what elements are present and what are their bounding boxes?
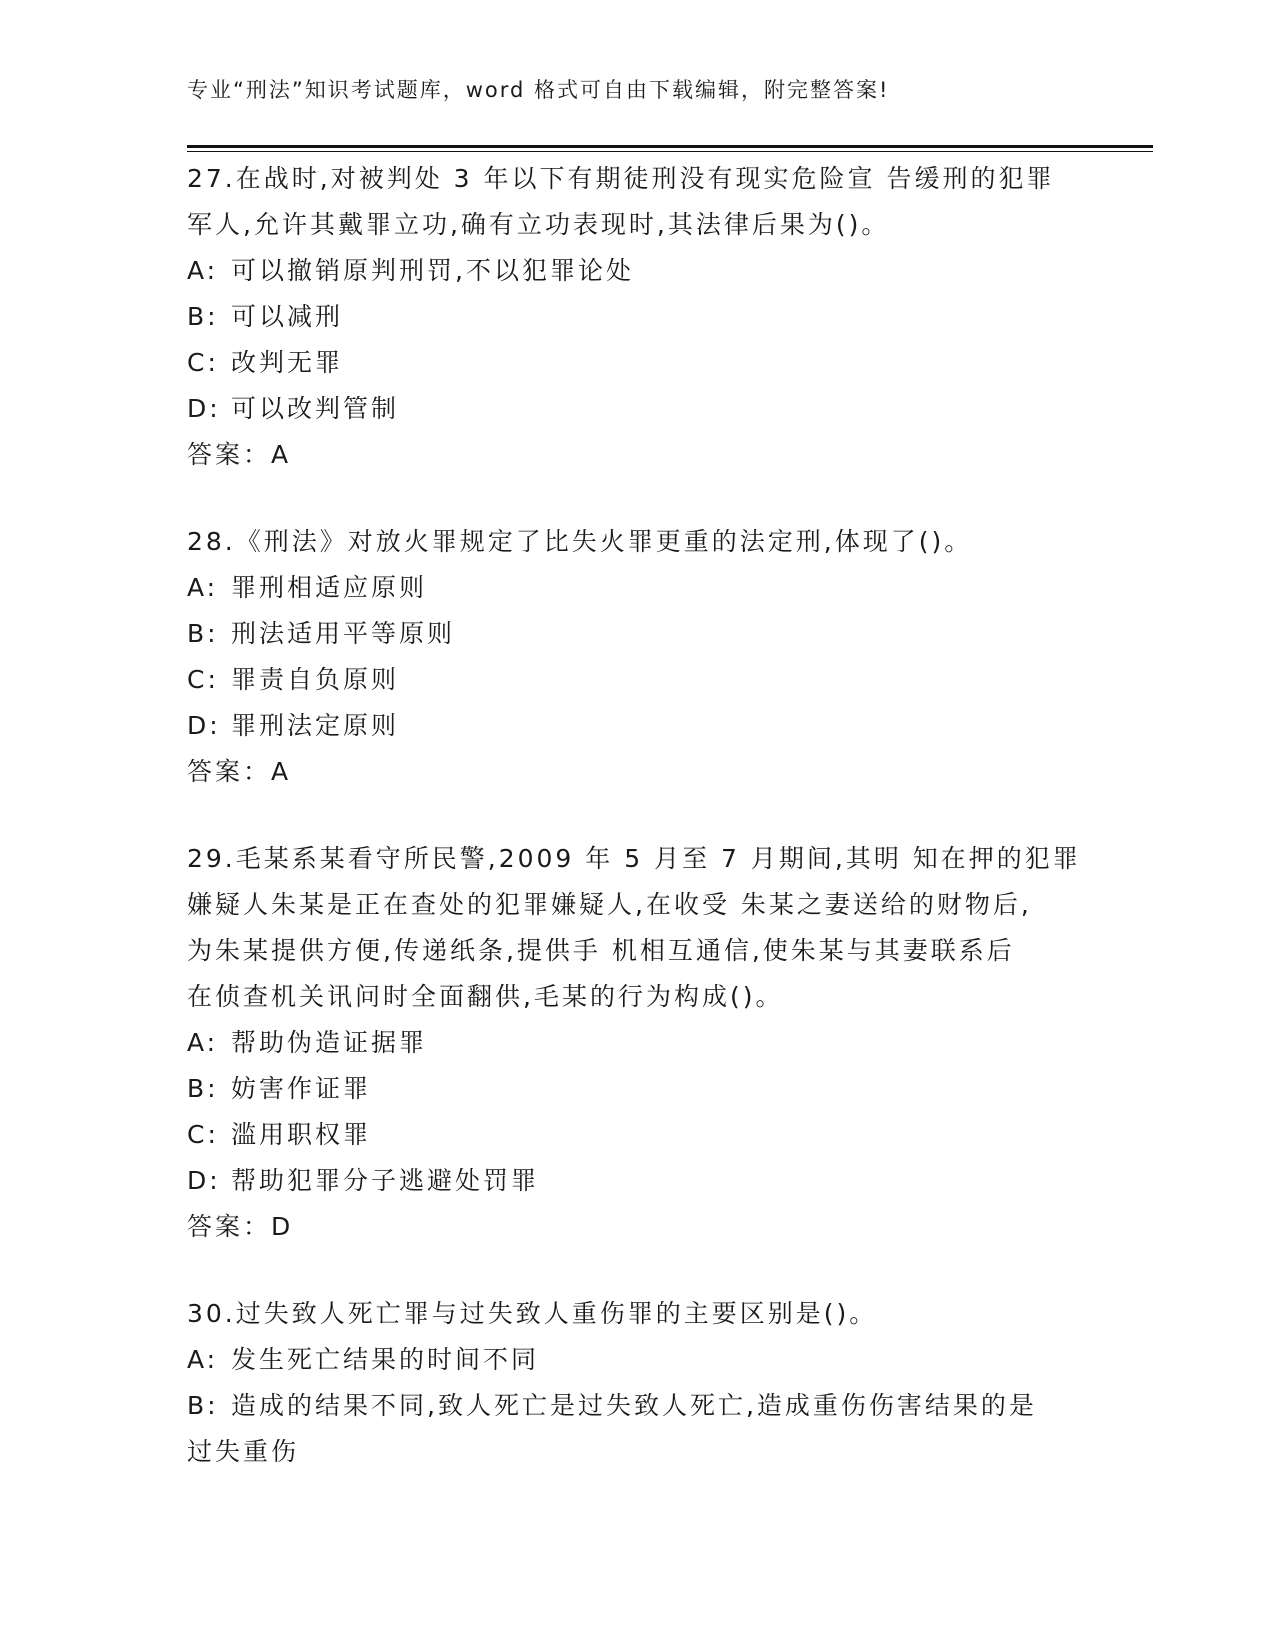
option-key: A:: [187, 1345, 219, 1374]
option-a: [187, 248, 1087, 294]
question-stem-line: 30.过失致人死亡罪与过失致人重伤罪的主要区别是()。: [187, 1299, 878, 1328]
option-text: 改判无罪: [231, 348, 344, 377]
option-text: 可以撤销原判刑罚,不以犯罪论处: [231, 256, 634, 285]
answer-value: A: [271, 757, 292, 786]
option-key: A:: [187, 1028, 219, 1057]
option-key: A:: [187, 256, 219, 285]
answer-line: [187, 432, 1087, 478]
option-a: [187, 1337, 1087, 1383]
question-28: [187, 519, 1087, 795]
option-text: 发生死亡结果的时间不同: [231, 1345, 540, 1374]
option-c: [187, 657, 1087, 703]
option-a: [187, 565, 1087, 611]
option-text: 滥用职权罪: [231, 1120, 372, 1149]
option-text: 罪责自负原则: [231, 665, 400, 694]
question-stem-line: 28.《刑法》对放火罪规定了比失火罪更重的法定刑,体现了()。: [187, 527, 973, 556]
option-text: 刑法适用平等原则: [231, 619, 456, 648]
option-c: [187, 340, 1087, 386]
option-text: 妨害作证罪: [231, 1074, 372, 1103]
question-30: [187, 1291, 1087, 1475]
question-stem-line: 嫌疑人朱某是正在查处的犯罪嫌疑人,在收受 朱某之妻送给的财物后,: [187, 890, 1032, 919]
option-key: C:: [187, 348, 219, 377]
option-key: A:: [187, 573, 219, 602]
document-header: 专业“刑法”知识考试题库，word 格式可自由下载编辑，附完整答案!: [187, 78, 890, 102]
answer-value: D: [271, 1212, 294, 1241]
header-rule-thin: [187, 151, 1153, 152]
option-key: D:: [187, 394, 221, 423]
question-27: [187, 156, 1087, 478]
option-key: D:: [187, 711, 221, 740]
question-list: [187, 156, 1087, 1516]
option-d: [187, 703, 1087, 749]
option-text: 罪刑法定原则: [231, 711, 400, 740]
option-key: C:: [187, 665, 219, 694]
option-text: 造成的结果不同,致人死亡是过失致人死亡,造成重伤伤害结果的是: [231, 1391, 1037, 1420]
option-b: [187, 1383, 1087, 1429]
question-stem-line: 29.毛某系某看守所民警,2009 年 5 月至 7 月期间,其明 知在押的犯罪: [187, 844, 1081, 873]
option-key: D:: [187, 1166, 221, 1195]
question-stem-line: 军人,允许其戴罪立功,确有立功表现时,其法律后果为()。: [187, 210, 890, 239]
option-b: [187, 1066, 1087, 1112]
question-stem-line: 27.在战时,对被判处 3 年以下有期徒刑没有现实危险宣 告缓刑的犯罪: [187, 164, 1055, 193]
option-text: 罪刑相适应原则: [231, 573, 428, 602]
option-a: [187, 1020, 1087, 1066]
question-stem-line: 在侦查机关讯问时全面翻供,毛某的行为构成()。: [187, 982, 784, 1011]
option-text: 可以改判管制: [231, 394, 400, 423]
option-key: B:: [187, 1074, 219, 1103]
option-b: [187, 294, 1087, 340]
question-29: [187, 836, 1087, 1250]
question-stem-line: 为朱某提供方便,传递纸条,提供手 机相互通信,使朱某与其妻联系后: [187, 936, 1015, 965]
option-key: B:: [187, 619, 219, 648]
answer-line: [187, 1204, 1087, 1250]
answer-label: 答案：: [187, 757, 272, 786]
answer-line: [187, 749, 1087, 795]
option-continuation-line: 过失重伤: [187, 1437, 300, 1466]
option-d: [187, 1158, 1087, 1204]
option-text: 帮助伪造证据罪: [231, 1028, 428, 1057]
answer-value: A: [271, 440, 292, 469]
option-c: [187, 1112, 1087, 1158]
header-rule-thick: [187, 145, 1153, 148]
option-key: B:: [187, 302, 219, 331]
option-key: B:: [187, 1391, 219, 1420]
answer-label: 答案：: [187, 440, 272, 469]
option-text: 帮助犯罪分子逃避处罚罪: [231, 1166, 540, 1195]
option-d: [187, 386, 1087, 432]
answer-label: 答案：: [187, 1212, 272, 1241]
option-b: [187, 611, 1087, 657]
option-key: C:: [187, 1120, 219, 1149]
option-text: 可以减刑: [231, 302, 344, 331]
